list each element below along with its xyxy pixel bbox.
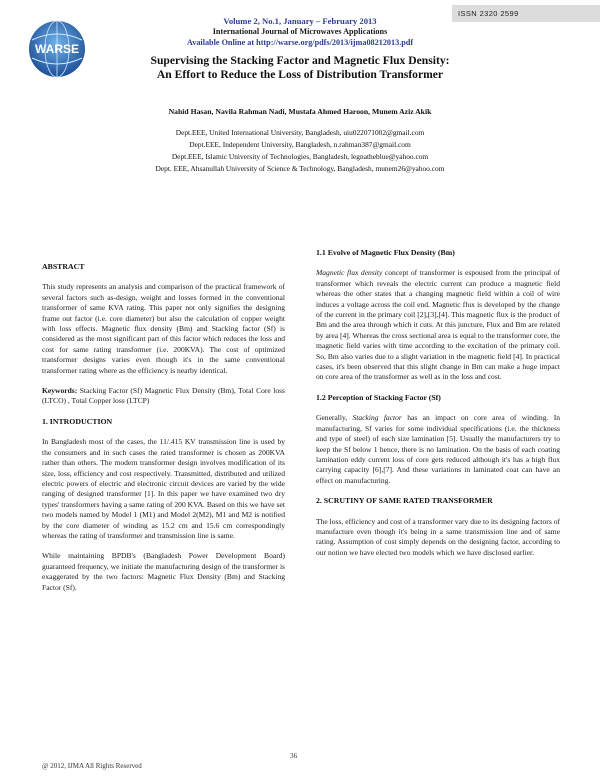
section-1-2-text bbox=[316, 413, 560, 486]
abstract-text: This study represents an analysis and comparison of the practical framework of several factors such as-design, weight and losses formed in the conventional transformer of same KVA rating. This paper not only signifies the designing frame out factor (i.e. core diameter) but also the calculation of copper weight with loss effects. Magnetic flux density (Bm) and Stacking factor (Sf) is considered as the most significant part of this factor which reduces the loss and cost for same rating transformer (i.e. 200KVA). The cost of optimized transformer designs varies even though it's in the same conventional transformer rating where as the efficiency is nearby identical. bbox=[42, 282, 285, 375]
abstract-heading: ABSTRACT bbox=[42, 262, 85, 271]
left-column bbox=[42, 262, 285, 603]
journal-name: International Journal of Microwaves Applications bbox=[212, 27, 388, 36]
affiliation-2: Dept.EEE, Independent University, Bangladesh, n.rahman387@gmail.com bbox=[189, 140, 411, 149]
introduction-paragraph-1: In Bangladesh most of the cases, the 11/.415 KV transmission line is used by the consumers and in such cases the rated transformer is chosen as 200KVA rather than others. The modern transformer design involves modification of its size, loss, efficiency and cost respectively. Transmitted, distributed and utilized electric powers of electric and electronic circuit devices are varied by the wide ranging of designed transformer [1]. In this paper we have examined two dry types' transformers having a same rating of 200 KVA. Based on this we have set two models named by Model 1 (M1) and Model 2(M2), M1 and M2 is notified by the core diameter of winding as 15.2 cm and 15.6 cm correspondingly whereas the rating of transformer and transmission line is same. bbox=[42, 437, 285, 540]
section-2-text: The loss, efficiency and cost of a transformer vary due to its designing factors of manufacture even though it's being in a same transmission line and of same rating. Assumption of cost simply depends on the designing factor, according to our notion we have elected two models which we have disclosed earlier. bbox=[316, 516, 560, 557]
keywords bbox=[42, 386, 285, 407]
keywords-text: Stacking Factor (Sf) Magnetic Flux Density (Bm), Total Core loss (LTCO) , Total Copper loss (LTCP) bbox=[42, 386, 285, 406]
section-1-1-heading: 1.1 Evolve of Magnetic Flux Density (Bm) bbox=[316, 248, 455, 257]
affiliation-1: Dept.EEE, United International University, Bangladesh, uiu022071002@gmail.com bbox=[175, 128, 425, 137]
page-number: 36 bbox=[290, 752, 298, 760]
online-url[interactable]: Available Online at http://warse.org/pdfs/2013/ijma08212013.pdf bbox=[186, 38, 414, 47]
right-column bbox=[316, 248, 560, 568]
title-line-2: An Effort to Reduce the Loss of Distribution Transformer bbox=[156, 68, 444, 81]
section-1-1-text bbox=[316, 268, 560, 382]
copyright: @ 2012, IJMA All Rights Reserved bbox=[42, 762, 142, 770]
section-1-1-lead: Magnetic flux density bbox=[316, 268, 383, 278]
paper-title bbox=[0, 54, 600, 82]
introduction-heading: 1. INTRODUCTION bbox=[42, 416, 113, 426]
title-line-1: Supervising the Stacking Factor and Magnetic Flux Density: bbox=[150, 54, 450, 67]
section-1-1-body: concept of transformer is espoused from the principal of transformer which reveals the electric current can produce a magnetic field whereas the other states that a changing magnetic field within a coil of wire induces a voltage across the coil end. Magnetic flux is developed by the change of the current in the primary coil [2],[3],[4]. This magnetic flux is the product of Bm and the area through which it cuts. At this juncture, Flux and Bm are related by area [4]. Whereas the cross sectional area is equal to the transformer core, the magnetic field varies with time according to the excitation of the primary coil. So, Bm also varies due to a slight variation in the magnetic field [4]. In practical cases, it's been observed that this slight change in Bm can make a huge impact on core area of the transformer as well as in the loss and cost. bbox=[316, 268, 560, 382]
section-1-2-heading: 1.2 Perception of Stacking Factor (Sf) bbox=[316, 392, 441, 402]
issn-label: ISSN 2320 2599 bbox=[452, 5, 600, 22]
section-1-2-body: has an impact on core area of winding. In manufacturing, Sf varies for some individual specifications (i.e. the thickness and type of steel) of each size lamination [5]. Usually the manufacturers try to keep the Sf below 1 hence, there is no lamination. On the basis of each coating lamination eddy current loss of core gets reduced although it's has a high flux carrying capacity [6],[7]. And these variations in laminated coat can have an effect on manufacturing. bbox=[316, 413, 560, 485]
section-1-2-pre: Generally, bbox=[316, 413, 353, 423]
logo-text: WARSE bbox=[34, 42, 80, 56]
affiliation-4: Dept. EEE, Ahsanullah University of Science & Technology, Bangladesh, munem26@yahoo.com bbox=[155, 164, 445, 173]
volume-line: Volume 2, No.1, January – February 2013 bbox=[223, 16, 377, 26]
keywords-label: Keywords: bbox=[42, 386, 78, 396]
authors: Nahid Hasan, Navila Rahman Nadi, Mustafa Ahmed Haroon, Munem Aziz Akik bbox=[168, 107, 432, 116]
section-2-heading: 2. SCRUTINY OF SAME RATED TRANSFORMER bbox=[316, 496, 493, 506]
affiliation-3: Dept.EEE, Islamic University of Technologies, Bangladesh, legnatheblue@yahoo.com bbox=[171, 152, 429, 161]
introduction-paragraph-2: While maintaining BPDB's (Bangladesh Power Development Board) guaranteed frequency, we initiate the manufacturing design of the transformer is exaggerated by the two factors: Magnetic Flux Density (Bm) and Stacking Factor (Sf). bbox=[42, 551, 285, 592]
section-1-2-lead: Stacking factor bbox=[352, 413, 402, 423]
